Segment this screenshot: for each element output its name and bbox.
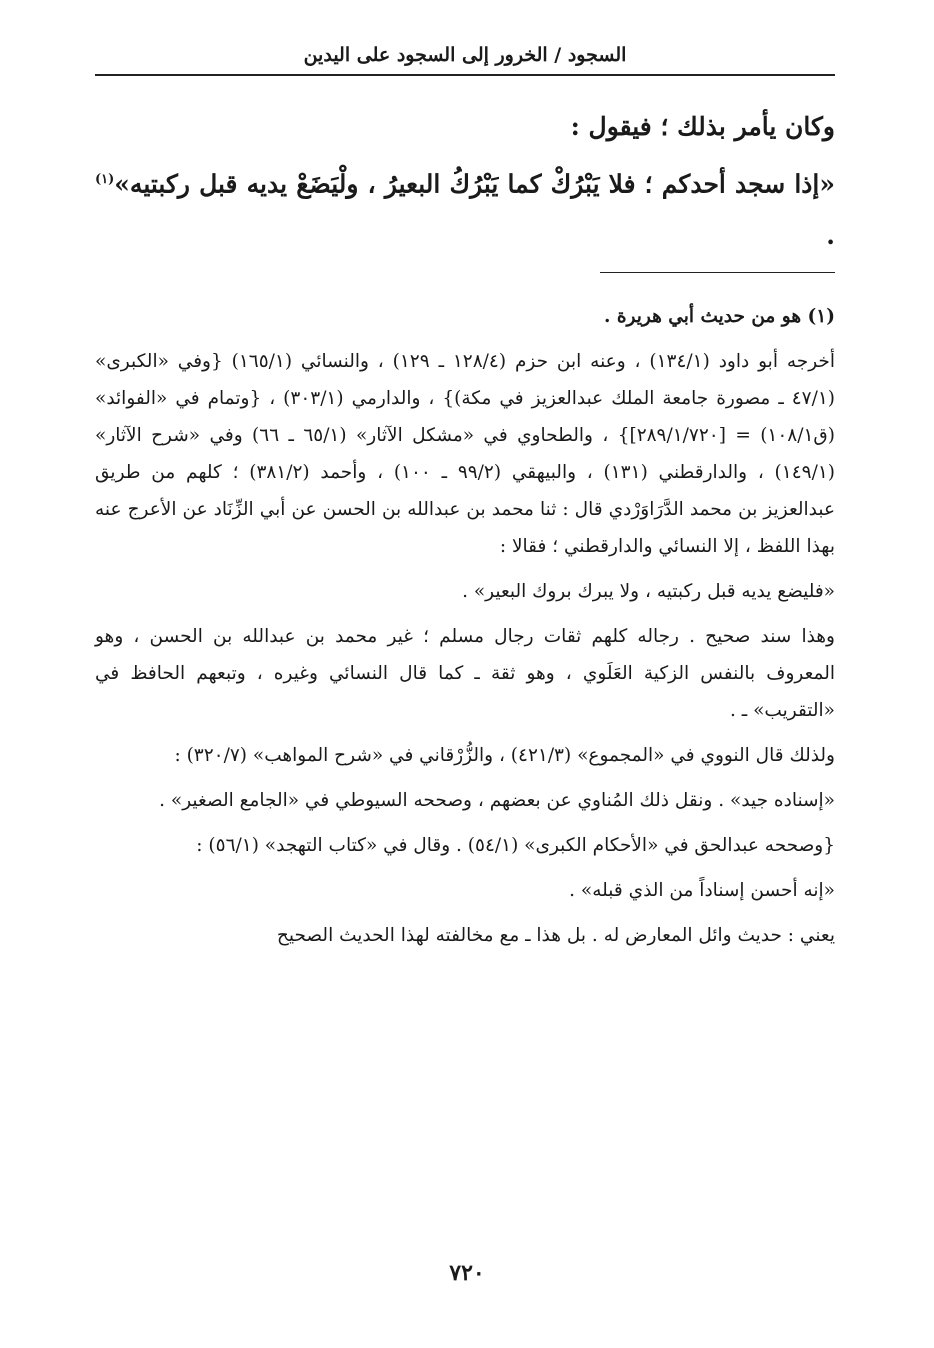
footnote-paragraph: يعني : حديث وائل المعارض له . بل هذا ـ مع مخالفته لهذا الحديث الصحيح: [276, 925, 835, 946]
footnote-marker: (١): [95, 172, 115, 187]
footnote-paragraph: {وصححه عبدالحق في «الأحكام الكبرى» (٥٤/١) . وقال في «كتاب التهجد» (٥٦/١) :: [196, 835, 835, 856]
header-divider: [95, 74, 835, 76]
running-header: السجود / الخرور إلى السجود على اليدين: [303, 44, 627, 66]
hadith-text: [95, 154, 835, 262]
footnote-paragraph: ولذلك قال النووي في «المجموع» (٤٢١/٣) ، والزُّرْقاني في «شرح المواهب» (٣٢٠/٧) :: [174, 745, 835, 766]
footnote-paragraph: «إنه أحسن إسناداً من الذي قبله» .: [569, 880, 835, 901]
hadith-quote: «إذا سجد أحدكم ؛ فلا يَبْرُكْ كما يَبْرُكُ البعيرُ ، ولْيَضَعْ يديه قبل ركبتيه»: [114, 169, 835, 199]
intro-line: وكان يأمر بذلك ؛ فيقول :: [570, 112, 835, 141]
footnote-paragraph: أخرجه أبو داود (١٣٤/١) ، وعنه ابن حزم (١٢٨/٤ ـ ١٢٩) ، والنسائي (١٦٥/١) {وفي «الكبرى» (٤٧/١ ـ مصورة جامعة الملك عبدالعزيز في مكة)} ، والدارمي (٣٠٣/١) ، {وتمام في «الفوائد» (ق١٠٨/١) = [٢٨٩/١/٧٢٠]} ، والطحاوي في «مشكل الآثار» (٦٥/١ ـ ٦٦) وفي «شرح الآثار» (١٤٩/١) ، والدارقطني (١٣١) ، والبيهقي (٩٩/٢ ـ ١٠٠) ، وأحمد (٣٨١/٢) ؛ كلهم من طريق عبدالعزيز بن محمد الدَّرَاوَرْدي قال : ثنا محمد بن عبدالله بن الحسن عن أبي الزِّنَاد عن الأعرج عنه بهذا اللفظ ، إلا النسائي والدارقطني ؛ فقالا :: [95, 351, 836, 557]
page-number: ٧٢٠: [449, 1260, 485, 1286]
footnote-paragraph: «فليضع يديه قبل ركبتيه ، ولا يبرك بروك البعير» .: [462, 581, 835, 602]
footnote-paragraph: وهذا سند صحيح . رجاله كلهم ثقات رجال مسلم ؛ غير محمد بن عبدالله بن الحسن ، وهو المعروف بالنفس الزكية العَلَوي ، وهو ثقة ـ كما قال النسائي وغيره ، وتبعهم الحافظ في «التقريب» ـ .: [95, 626, 835, 721]
footnotes: [95, 298, 835, 962]
footnote-divider: [600, 272, 835, 273]
hadith-end: .: [826, 221, 835, 251]
footnote-paragraph: «إسناده جيد» . ونقل ذلك المُناوي عن بعضهم ، وصححه السيوطي في «الجامع الصغير» .: [159, 790, 835, 811]
footnote-lead: (١) هو من حديث أبي هريرة .: [603, 306, 835, 327]
main-text: [95, 100, 835, 262]
